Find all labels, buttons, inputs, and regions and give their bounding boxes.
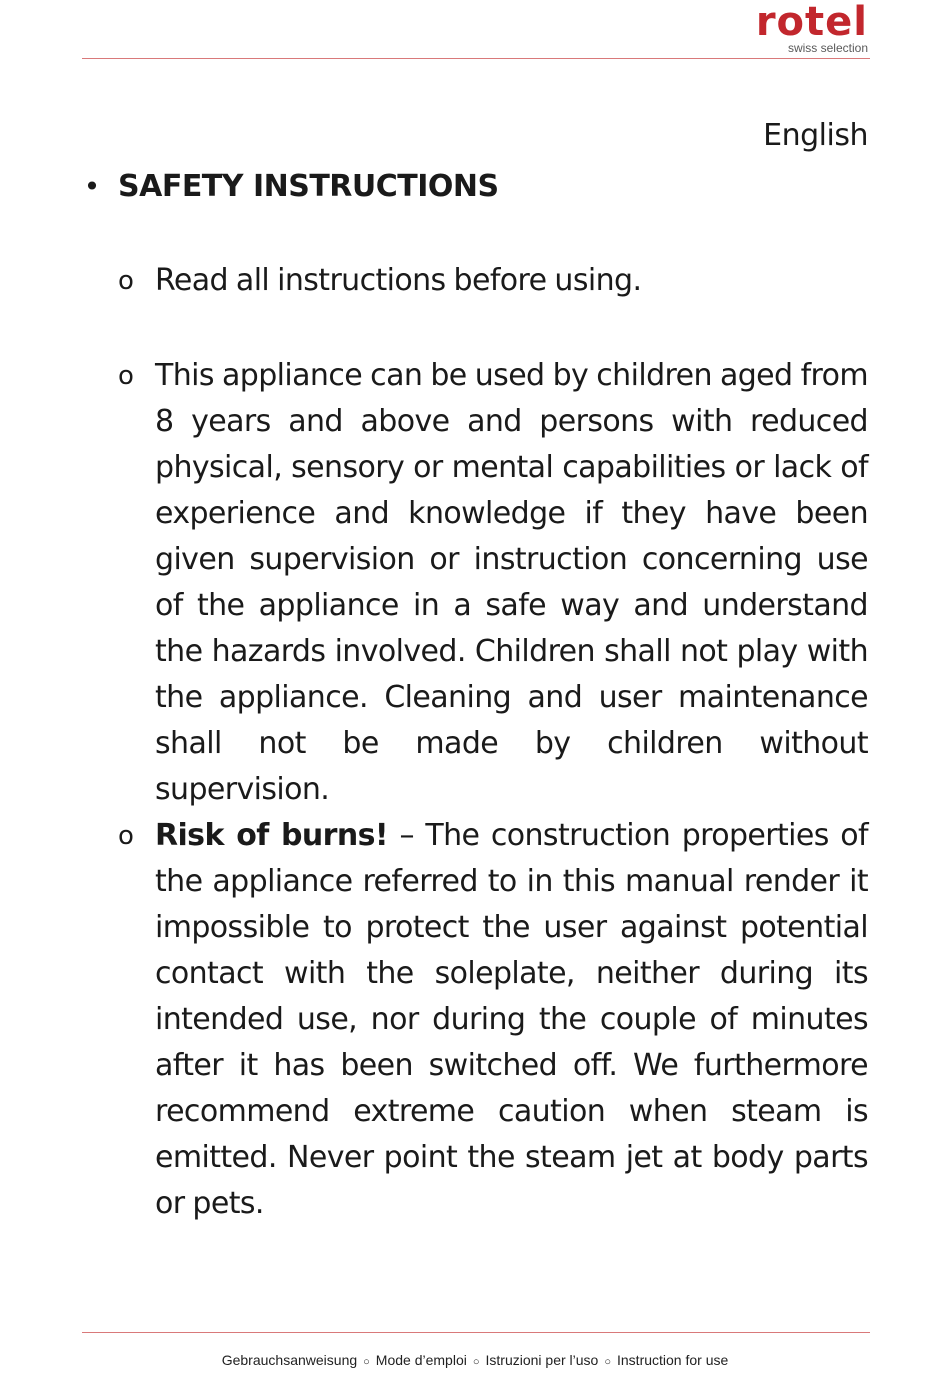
circle-bullet-icon: o: [118, 821, 134, 851]
item-body: Read all instructions before using.: [155, 263, 642, 298]
circle-separator-icon: ○: [604, 1356, 611, 1368]
bullet-icon: •: [83, 170, 101, 203]
item-bold-prefix: Risk of burns!: [155, 818, 388, 853]
footer-link-it: Istruzioni per l’uso: [485, 1352, 599, 1368]
circle-bullet-icon: o: [118, 361, 134, 391]
language-label: English: [763, 118, 868, 153]
footer: [0, 1352, 950, 1368]
circle-bullet-icon: o: [118, 266, 134, 296]
brand-name: rotel: [755, 0, 868, 45]
item-body: This appliance can be used by children aged from 8 years and above and persons with reduced physical, sensory or mental capabilities or lack of experience and knowledge if they have been given supervision or instruction concerning use of the appliance in a safe way and understand the hazards involved. Children shall not play with the appliance. Cleaning and user maintenance shall not be made by children without supervision.: [155, 358, 868, 807]
footer-link-en: Instruction for use: [617, 1352, 729, 1368]
footer-divider: [82, 1332, 870, 1333]
header-divider: [82, 58, 870, 59]
section-title: SAFETY INSTRUCTIONS: [118, 169, 499, 204]
brand-logo: [700, 2, 868, 54]
footer-link-de: Gebrauchsanweisung: [221, 1352, 358, 1368]
footer-link-fr: Mode d’emploi: [375, 1352, 467, 1368]
item-body: – The construction properties of the appliance referred to in this manual render it impossible to protect the user against potential contact with the soleplate, neither during its intended use, nor during the couple of minutes after it has been switched off. We furthermore recommend extreme caution when steam is emitted. Never point the steam jet at body parts or pets.: [155, 818, 868, 1221]
list-item-text: [155, 353, 868, 813]
list-item-text: [155, 813, 868, 1227]
circle-separator-icon: ○: [363, 1356, 370, 1368]
list-item-text: [155, 258, 868, 304]
brand-tagline: swiss selection: [787, 41, 868, 55]
circle-separator-icon: ○: [472, 1356, 480, 1368]
